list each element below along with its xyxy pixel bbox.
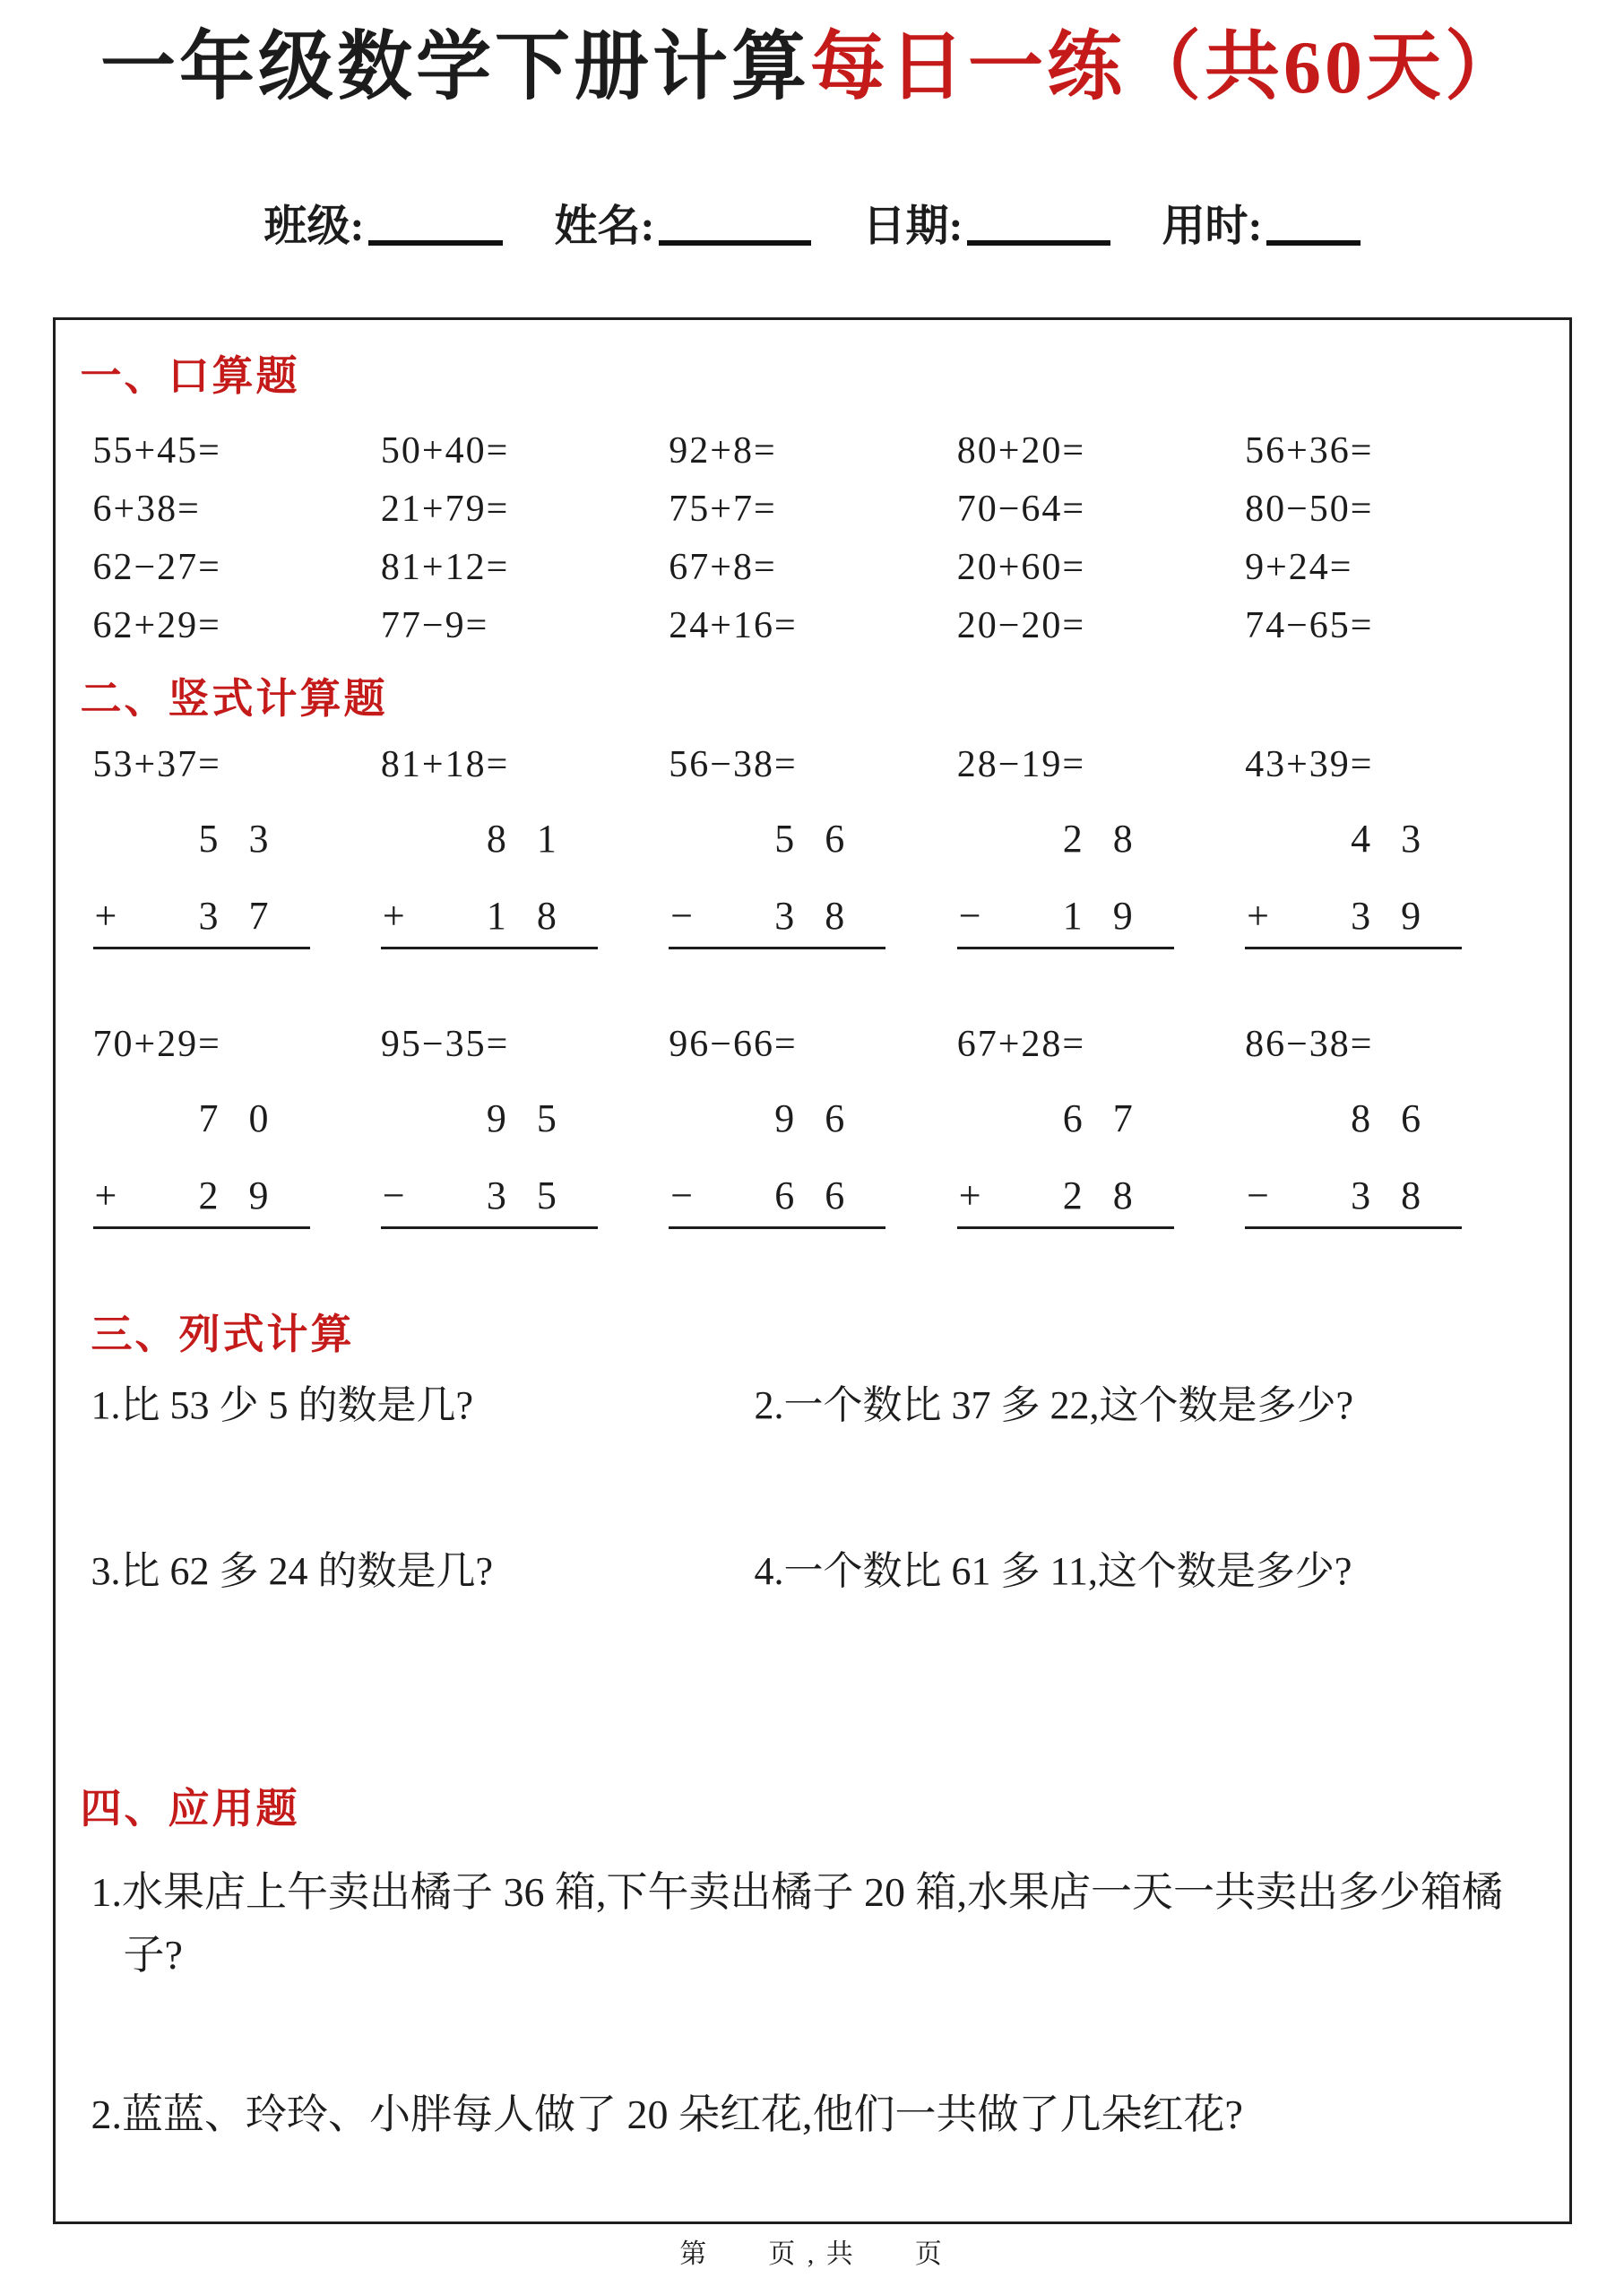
vertical-problem [381,816,598,949]
vertical-equations-row-2 [81,1023,1533,1065]
vertical-bottom-number: 66 [774,1173,876,1217]
vertical-bottom-number: 18 [486,893,587,938]
vertical-bottom-number: 29 [198,1173,299,1217]
operator-sign: − [670,893,694,938]
operator-sign: + [958,1173,981,1217]
vertical-problem [669,816,885,949]
vertical-problem [93,1096,310,1229]
oral-problem: 56+36= [1245,429,1374,472]
vertical-problem [957,816,1174,949]
page-title [0,0,1624,112]
oral-problem: 9+24= [1245,546,1353,588]
operator-sign: − [958,893,981,938]
vertical-problem [1245,816,1462,949]
answer-line [669,947,885,949]
vertical-equation: 56−38= [669,743,798,785]
section-expressions-heading: 三、列式计算 [91,1311,355,1357]
operator-sign: − [1247,1173,1269,1217]
answer-line [381,947,598,949]
student-info-line [0,191,1624,253]
vertical-equation: 96−66= [669,1023,798,1065]
answer-line [957,947,1174,949]
vertical-top-number: 96 [774,1096,876,1140]
page-footer: 第 页 , 共 页 [679,2239,945,2269]
oral-problem: 80−50= [1245,488,1374,530]
oral-problems-grid [81,429,1533,646]
answer-line [93,947,310,949]
expression-problem: 4.一个数比 61 多 11,这个数是多少? [754,1548,1352,1593]
section-oral-heading: 一、口算题 [80,352,300,399]
vertical-bottom-number: 28 [1062,1173,1163,1217]
time-blank-line [1266,204,1361,246]
vertical-problem [93,816,310,949]
vertical-equation: 81+18= [380,743,510,785]
oral-problem: 24+16= [669,604,798,646]
answer-line [669,1226,885,1229]
vertical-equations-row-1 [81,743,1533,785]
oral-problem: 20−20= [956,604,1086,646]
section-vertical-heading: 二、竖式计算题 [80,675,388,722]
vertical-bottom-number: 38 [1351,1173,1452,1217]
oral-problem: 20+60= [956,546,1086,588]
expression-problem: 3.比 62 多 24 的数是几? [91,1548,494,1593]
date-label: 日期: [862,202,963,250]
vertical-bottom-number: 35 [486,1173,587,1217]
oral-problem: 80+20= [956,429,1086,472]
oral-problem: 62−27= [92,546,221,588]
operator-sign: + [94,1173,117,1217]
answer-line [93,1226,310,1229]
vertical-problem [957,1096,1174,1229]
answer-line [1245,947,1462,949]
class-label: 班级: [263,202,365,250]
word-problem: 1.水果店上午卖出橘子 36 箱,下午卖出橘子 20 箱,水果店一天一共卖出多少箱橘子? [91,1868,1503,1978]
vertical-equation: 70+29= [92,1023,221,1065]
vertical-equation: 67+28= [956,1023,1086,1065]
vertical-top-number: 28 [1062,816,1163,861]
date-field [863,191,1110,253]
date-blank-line [967,204,1110,246]
oral-problem: 92+8= [669,429,777,472]
expression-problem: 2.一个数比 37 多 22,这个数是多少? [754,1382,1354,1427]
vertical-bottom-number: 39 [1351,893,1452,938]
vertical-equation: 95−35= [380,1023,510,1065]
vertical-top-number: 95 [486,1096,587,1140]
class-field [264,191,503,253]
name-field [555,191,811,253]
oral-problem: 75+7= [669,488,777,530]
oral-problem: 67+8= [669,546,777,588]
operator-sign: + [1247,893,1269,938]
worksheet-body-border [53,317,1572,2224]
word-problem: 2.蓝蓝、玲玲、小胖每人做了 20 朵红花,他们一共做了几朵红花? [91,2091,1243,2137]
vertical-bottom-number: 37 [198,893,299,938]
section-word-heading: 四、应用题 [80,1785,300,1832]
vertical-equation: 53+37= [92,743,221,785]
vertical-top-number: 81 [486,816,587,861]
oral-problem: 81+12= [380,546,510,588]
time-label: 用时: [1162,202,1263,250]
oral-problem: 62+29= [92,604,221,646]
title-highlight: 每日一练（共60天） [810,26,1525,109]
title-main: 一年级数学下册计算 [99,26,810,109]
vertical-bottom-number: 38 [774,893,876,938]
vertical-problems-row-2 [81,1096,1533,1229]
oral-problem: 21+79= [380,488,510,530]
oral-problem: 74−65= [1245,604,1374,646]
operator-sign: − [382,1173,405,1217]
answer-line [957,1226,1174,1229]
operator-sign: − [670,1173,694,1217]
vertical-top-number: 86 [1351,1096,1452,1140]
oral-problem: 70−64= [956,488,1086,530]
name-blank-line [659,204,811,246]
vertical-top-number: 43 [1351,816,1452,861]
vertical-top-number: 53 [198,816,299,861]
class-blank-line [368,204,503,246]
vertical-problem [1245,1096,1462,1229]
vertical-top-number: 67 [1062,1096,1163,1140]
oral-problem: 6+38= [92,488,201,530]
time-field [1162,191,1361,253]
vertical-bottom-number: 19 [1062,893,1163,938]
vertical-equation: 43+39= [1245,743,1374,785]
vertical-top-number: 56 [774,816,876,861]
oral-problem: 50+40= [380,429,510,472]
expression-problem: 1.比 53 少 5 的数是几? [91,1382,474,1427]
vertical-top-number: 70 [198,1096,299,1140]
answer-line [1245,1226,1462,1229]
vertical-problem [381,1096,598,1229]
oral-problem: 55+45= [92,429,221,472]
operator-sign: + [382,893,405,938]
operator-sign: + [94,893,117,938]
vertical-problems-row-1 [81,816,1533,949]
answer-line [381,1226,598,1229]
vertical-equation: 86−38= [1245,1023,1374,1065]
name-label: 姓名: [554,202,655,250]
oral-problem: 77−9= [380,604,489,646]
vertical-problem [669,1096,885,1229]
expression-problems-grid [81,1383,1533,1594]
vertical-equation: 28−19= [956,743,1086,785]
